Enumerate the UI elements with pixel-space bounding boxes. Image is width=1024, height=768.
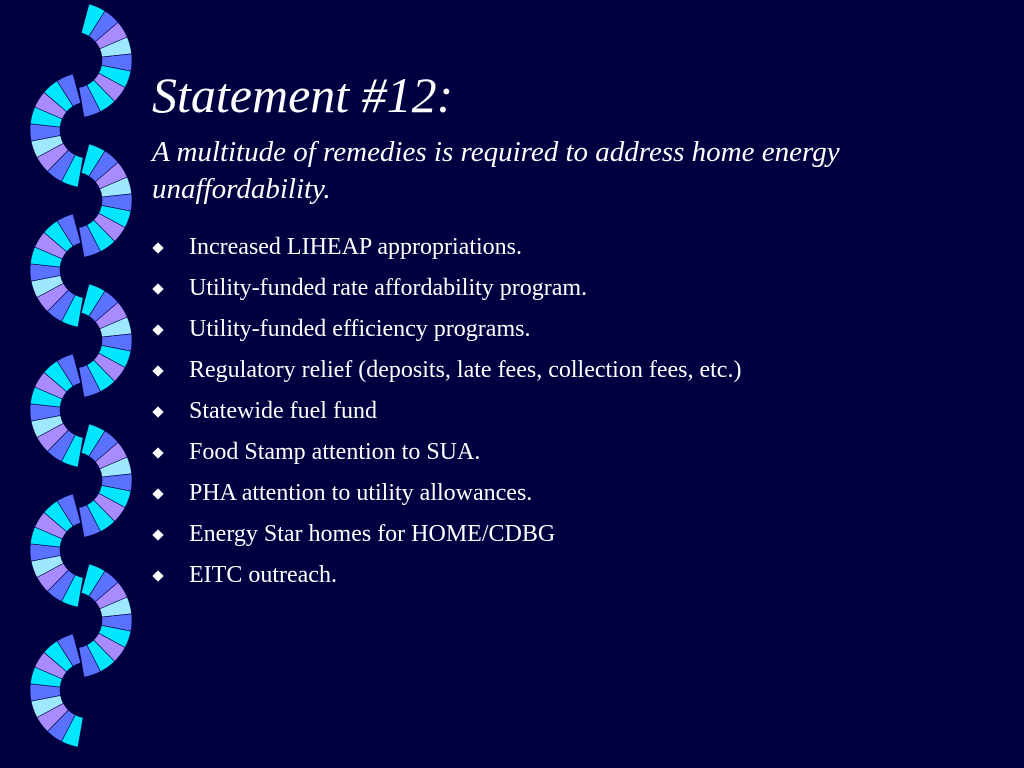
diamond-bullet-icon — [152, 570, 163, 581]
bullet-item — [150, 268, 1010, 309]
diamond-bullet-icon — [152, 406, 163, 417]
bullet-item — [150, 391, 1010, 432]
bullet-item — [150, 473, 1010, 514]
bullet-text: Regulatory relief (deposits, late fees, collection fees, etc.) — [189, 357, 742, 383]
bullet-item — [150, 227, 1010, 268]
bullet-text: Energy Star homes for HOME/CDBG — [189, 521, 556, 547]
diamond-bullet-icon — [152, 529, 163, 540]
wave-border-decoration — [0, 0, 140, 768]
bullet-item — [150, 555, 1010, 596]
diamond-bullet-icon — [152, 242, 163, 253]
bullet-text: Food Stamp attention to SUA. — [189, 439, 481, 465]
diamond-bullet-icon — [152, 488, 163, 499]
bullet-text: Utility-funded rate affordability program. — [189, 275, 588, 301]
bullet-text: EITC outreach. — [189, 562, 337, 588]
bullet-item — [150, 309, 1010, 350]
bullet-text: Utility-funded efficiency programs. — [189, 316, 531, 342]
slide-subtitle: A multitude of remedies is required to address home energy unaffordability. — [152, 136, 840, 205]
diamond-bullet-icon — [152, 365, 163, 376]
bullet-item — [150, 432, 1010, 473]
bullet-text: Statewide fuel fund — [189, 398, 377, 424]
bullet-text: Increased LIHEAP appropriations. — [189, 234, 522, 260]
bullet-text: PHA attention to utility allowances. — [189, 480, 533, 506]
diamond-bullet-icon — [152, 447, 163, 458]
slide-title: Statement #12: — [152, 67, 454, 123]
bullet-item — [150, 514, 1010, 555]
diamond-bullet-icon — [152, 324, 163, 335]
diamond-bullet-icon — [152, 283, 163, 294]
bullet-list — [150, 227, 1010, 596]
bullet-item — [150, 350, 1010, 391]
